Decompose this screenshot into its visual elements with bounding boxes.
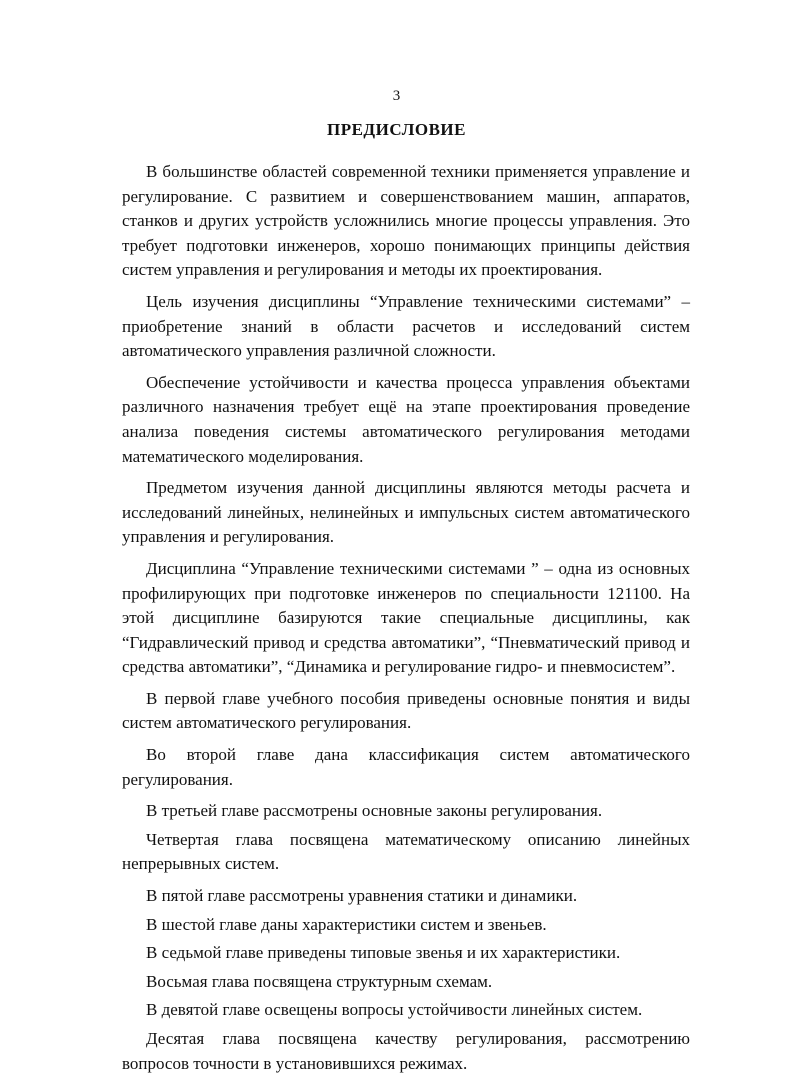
paragraph: Предметом изучения данной дисциплины являются методы расчета и исследований линейных, нелинейных и импульсных систем автоматического управления и регулирования.: [122, 478, 690, 547]
paragraph: В пятой главе рассмотрены уравнения статики и динамики.: [146, 886, 578, 906]
paragraph: Обеспечение устойчивости и качества процесса управления объектами различного назначения требует ещё на этапе проектирования проведение анализа поведения системы автоматического регулирования методами математического моделирования.: [122, 372, 690, 466]
paragraph: Во второй главе дана классификация систем автоматического регулирования.: [122, 745, 690, 789]
paragraph: Восьмая глава посвящена структурным схемам.: [146, 971, 493, 991]
paragraph: В третьей главе рассмотрены основные законы регулирования.: [146, 801, 603, 821]
paragraph: Цель изучения дисциплины “Управление техническими системами” – приобретение знаний в области расчетов и исследований систем автоматического управления различной сложности.: [122, 291, 690, 361]
page-title: ПРЕДИСЛОВИЕ: [326, 120, 466, 139]
paragraph: В девятой главе освещены вопросы устойчивости линейных систем.: [146, 1000, 643, 1020]
paragraph: В первой главе учебного пособия приведены основные понятия и виды систем автоматического регулирования.: [122, 688, 690, 733]
paragraph: Десятая глава посвящена качеству регулирования, рассмотрению вопросов точности в установившихся режимах.: [122, 1029, 690, 1073]
paragraph: В шестой главе даны характеристики систем и звеньев.: [146, 914, 547, 934]
paragraph: В большинстве областей современной техники применяется управление и регулирование. С развитием и совершенствованием машин, аппаратов, станков и других устройств усложнились многие процессы управления. Это требует подготовки инженеров, хорошо понимающих принципы действия систем управления и регулирования и методы их проектирования.: [122, 162, 690, 280]
body-text: [122, 160, 690, 1083]
paragraph: Четвертая глава посвящена математическому описанию линейных непрерывных систем.: [122, 829, 690, 874]
paragraph: Дисциплина “Управление техническими системами ” – одна из основных профилирующих при подготовке инженеров по специальности 121100. На этой дисциплине базируются такие специальные дисциплины, как “Гидравлический привод и средства автоматики”, “Пневматический привод и средства автоматики”, “Динамика и регулирование гидро- и пневмосистем”.: [122, 558, 690, 677]
paragraph: В седьмой главе приведены типовые звенья и их характеристики.: [146, 943, 621, 963]
page-number: 3: [392, 88, 401, 104]
